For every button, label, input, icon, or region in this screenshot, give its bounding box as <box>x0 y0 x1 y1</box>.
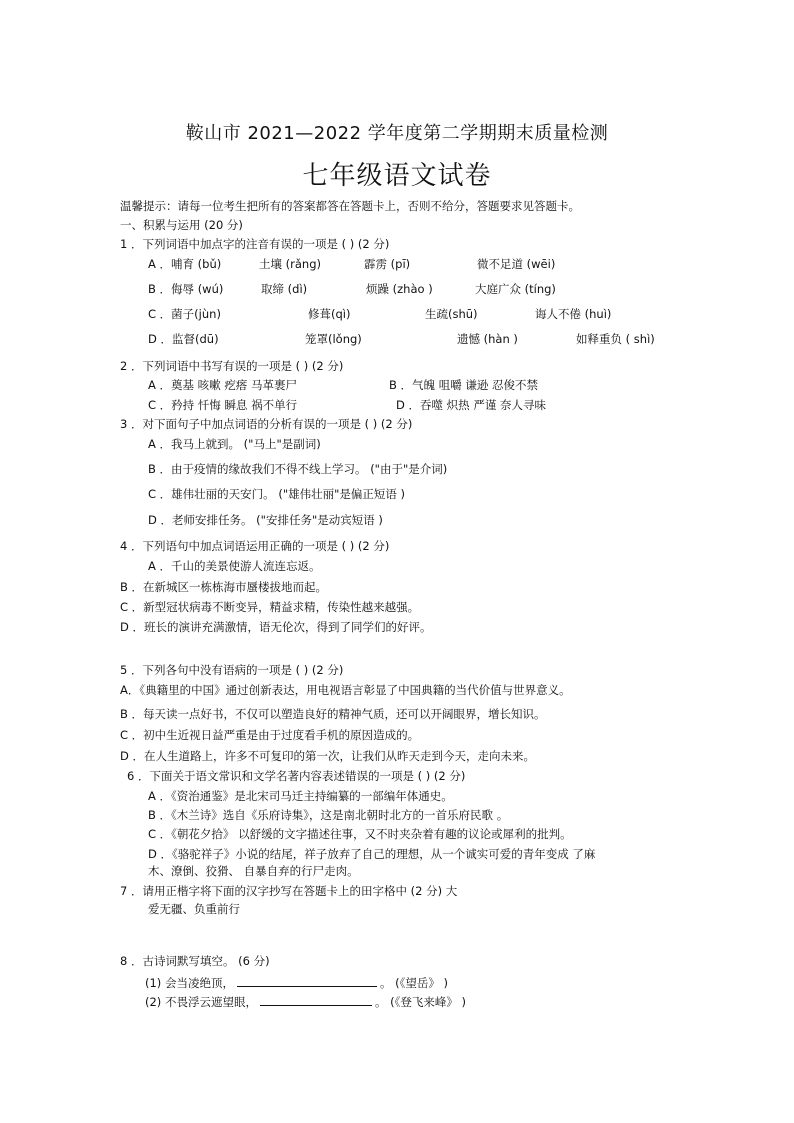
q1-option-c-1: C ．菌子(jùn) <box>148 307 221 321</box>
question-2-stem: 2 ．下列词语中书写有误的一项是 ( ) (2 分) <box>120 359 344 373</box>
question-4-stem: 4 ．下列语句中加点词语运用正确的一项是 ( ) (2 分) <box>120 539 390 553</box>
q4-option-b: B ．在新城区一栋栋海市蜃楼拔地而起。 <box>120 580 328 594</box>
q4-option-d: D ．班长的演讲充满激情，语无伦次，得到了同学们的好评。 <box>120 620 432 634</box>
q8-item-1 <box>145 975 448 990</box>
q1-option-d-1: D ．监督(dū) <box>148 332 219 346</box>
q8-item-2-prompt: (2) 不畏浮云遮望眼， <box>145 995 257 1009</box>
q6-option-a: A ．《资治通鉴》是北宋司马迁主持编纂的一部编年体通史。 <box>148 789 453 803</box>
q1-option-a-3: 霹雳 (pī) <box>364 257 411 271</box>
q2-option-d: D ．吞噬 炽热 严谨 奈人寻味 <box>396 398 546 412</box>
q8-item-2 <box>145 994 466 1009</box>
question-3-stem: 3 ．对下面句子中加点词语的分析有误的一项是 ( ) (2 分) <box>120 417 413 431</box>
q8-item-1-blank <box>237 975 377 987</box>
q8-item-2-source: 。 (《登飞来峰》 ) <box>374 995 466 1009</box>
q5-option-c: C ．初中生近视日益严重是由于过度看手机的原因造成的。 <box>120 728 420 742</box>
q1-option-a-1: A ．哺育 (bǔ) <box>148 257 222 271</box>
q2-option-b: B ．气魄 咀嚼 谦逊 忍俊不禁 <box>389 378 539 392</box>
q3-option-c: C ．雄伟壮丽的天安门。 ("雄伟壮丽"是偏正短语 ) <box>148 487 406 501</box>
q4-option-c: C ．新型冠状病毒不断变异，精益求精，传染性越来越强。 <box>120 600 420 614</box>
q1-option-b-2: 取缔 (dì) <box>261 282 308 296</box>
q1-option-a-2: 土壤 (rǎng) <box>259 257 321 271</box>
q1-option-d-3: 遗憾 (hàn ) <box>457 332 518 346</box>
q1-option-d-2: 笼罩(lǒng) <box>305 332 362 346</box>
q3-option-a: A ．我马上就到。 ("马上"是副词) <box>148 437 321 451</box>
q4-option-a: A ．千山的美景使游人流连忘返。 <box>148 559 321 573</box>
q2-option-c: C ．矜持 忏悔 瞬息 祸不单行 <box>148 398 298 412</box>
q6-option-c: C ．《朝花夕拾》 以舒缓的文字描述往事，又不时夹杂着有趣的议论或犀利的批判。 <box>148 827 572 841</box>
notice: 温馨提示：请每一位考生把所有的答案都答在答题卡上，否则不给分，答题要求见答题卡。 <box>120 199 580 213</box>
question-5-stem: 5 ．下列各句中没有语病的一项是 ( ) (2 分) <box>120 663 344 677</box>
q3-option-d: D ．老师安排任务。 ("安排任务"是动宾短语 ) <box>148 513 383 527</box>
q1-option-c-2: 修葺(qì) <box>308 307 351 321</box>
q1-option-d-4: 如释重负 ( shì) <box>576 332 655 346</box>
q8-item-1-prompt: (1) 会当凌绝顶， <box>145 976 234 990</box>
q5-option-a: A．《典籍里的中国》通过创新表达，用电视语言彰显了中国典籍的当代价值与世界意义。 <box>120 683 571 697</box>
q5-option-b: B ．每天读一点好书，不仅可以塑造良好的精神气质，还可以开阔眼界，增长知识。 <box>120 707 546 721</box>
question-1-stem: 1 ．下列词语中加点字的注音有误的一项是 ( ) (2 分) <box>120 237 390 251</box>
question-8-stem: 8 ．古诗词默写填空。 (6 分) <box>120 954 270 968</box>
q5-option-d: D ．在人生道路上，许多不可复印的第一次，让我们从昨天走到今天，走向未来。 <box>120 749 536 763</box>
q8-item-1-source: 。 (《望岳》 ) <box>379 976 448 990</box>
q3-option-b: B ．由于疫情的缘故我们不得不线上学习。 ("由于"是介词) <box>148 462 448 476</box>
question-6-stem: 6 ．下面关于语文常识和文学名著内容表述错误的一项是 ( ) (2 分) <box>127 769 466 783</box>
q1-option-c-3: 生疏(shū) <box>425 307 478 321</box>
exam-subtitle: 七年级语文试卷 <box>302 161 492 191</box>
q2-option-a: A ．奠基 咳嗽 疙瘩 马革裹尸 <box>148 378 297 392</box>
q7-content: 爱无疆、负重前行 <box>148 902 240 916</box>
q1-option-c-4: 诲人不倦 (huì) <box>535 307 612 321</box>
q6-option-d-continued: 木、潦倒、狡猾、 自暴自弃的行尸走肉。 <box>148 864 359 878</box>
q1-option-b-1: B ．侮辱 (wú) <box>148 282 224 296</box>
q8-item-2-blank <box>260 994 372 1006</box>
section-heading: 一、积累与运用 (20 分) <box>120 218 243 232</box>
question-7-stem: 7 ．请用正楷字将下面的汉字抄写在答题卡上的田字格中 (2 分) 大 <box>120 884 458 898</box>
q1-option-b-4: 大庭广众 (tíng) <box>475 282 556 296</box>
q1-option-b-3: 烦躁 (zhào ) <box>366 282 433 296</box>
q1-option-a-4: 微不足道 (wēi) <box>477 257 556 271</box>
exam-header-title: 鞍山市 2021—2022 学年度第二学期期末质量检测 <box>185 123 609 144</box>
q6-option-d: D ．《骆驼祥子》小说的结尾，祥子放弃了自己的理想，从一个诚实可爱的青年变成 了麻 <box>148 847 596 861</box>
q6-option-b: B ．《木兰诗》选自《乐府诗集》，这是南北朝时北方的一首乐府民歌 。 <box>148 808 509 822</box>
